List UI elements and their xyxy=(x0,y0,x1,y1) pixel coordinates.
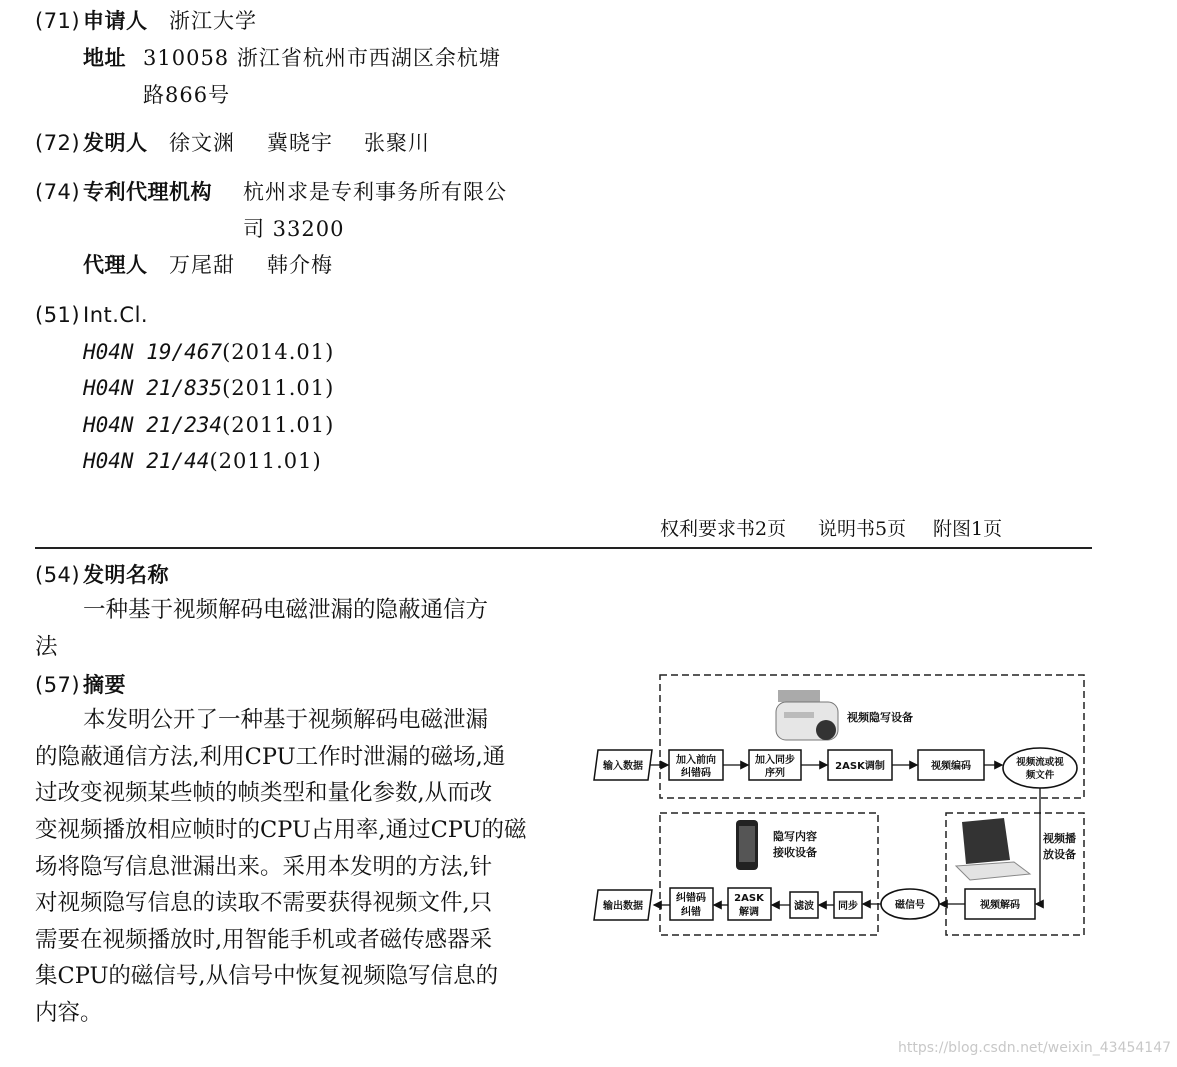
player-label-2: 放设备 xyxy=(1043,848,1076,861)
modulate-label: 2ASK调制 xyxy=(835,761,885,772)
intcl-class: H04N 21/835 xyxy=(83,376,223,400)
title-line1: 一种基于视频解码电磁泄漏的隐蔽通信方 xyxy=(83,597,489,623)
agent-label: 代理人 xyxy=(83,253,148,277)
abstract-code: (57) xyxy=(35,673,81,697)
page-count-claims: 权利要求书2页 xyxy=(660,518,787,540)
abstract-line: 需要在视频播放时,用智能手机或者磁传感器采 xyxy=(35,927,493,953)
intcl-entry xyxy=(83,339,334,366)
abstract-figure xyxy=(590,668,1090,940)
intcl-version: (2011.01) xyxy=(222,376,335,400)
abstract-line: 场将隐写信息泄漏出来。采用本发明的方法,针 xyxy=(35,854,493,880)
stream-label-2: 频文件 xyxy=(1025,770,1055,781)
agency-code: (74) xyxy=(35,180,81,204)
phone-icon xyxy=(736,820,758,870)
title-code: (54) xyxy=(35,563,81,587)
applicant-code: (71) xyxy=(35,9,81,33)
fec-label-2: 纠错码 xyxy=(681,768,711,779)
title-line2: 法 xyxy=(35,634,58,660)
laptop-icon xyxy=(956,818,1030,880)
mag-signal-label: 磁信号 xyxy=(895,900,925,911)
stego-device-label: 视频隐写设备 xyxy=(847,711,913,724)
intcl-code: (51) xyxy=(35,303,81,327)
stream-label-1: 视频流或视 xyxy=(1016,757,1064,768)
sync-seq-label-2: 序列 xyxy=(765,768,785,779)
inventors-label: 发明人 xyxy=(83,131,148,155)
inventor-name: 张聚川 xyxy=(364,131,430,155)
abstract-line: 对视频隐写信息的读取不需要获得视频文件,只 xyxy=(35,890,493,916)
encode-label: 视频编码 xyxy=(931,761,971,772)
applicant-name: 浙江大学 xyxy=(169,9,257,33)
watermark: https://blog.csdn.net/weixin_43454147 xyxy=(898,1040,1172,1056)
title-label: 发明名称 xyxy=(83,563,169,587)
agency-line1: 杭州求是专利事务所有限公 xyxy=(243,180,507,204)
player-label-1: 视频播 xyxy=(1043,832,1076,845)
intcl-label: Int.Cl. xyxy=(83,303,149,327)
abstract-line: 内容。 xyxy=(35,1000,103,1026)
agency-line2: 司 33200 xyxy=(243,217,345,241)
decode-label: 视频解码 xyxy=(980,900,1020,911)
demod-label-2: 解调 xyxy=(739,907,759,918)
inventors-code: (72) xyxy=(35,131,81,155)
intcl-entry xyxy=(83,412,334,439)
address-line2: 路866号 xyxy=(143,83,231,107)
abstract-line: 本发明公开了一种基于视频解码电磁泄漏 xyxy=(83,707,489,733)
camera-icon xyxy=(776,690,838,740)
filter-label: 滤波 xyxy=(794,901,814,912)
page-count-drawings: 附图1页 xyxy=(933,518,1003,540)
abstract-line: 的隐蔽通信方法,利用CPU工作时泄漏的磁场,通 xyxy=(35,744,506,770)
correct-label-2: 纠错 xyxy=(681,907,701,918)
agent-name: 万尾甜 xyxy=(169,253,235,277)
abstract-line: 过改变视频某些帧的帧类型和量化参数,从而改 xyxy=(35,780,493,806)
output-data-label: 输出数据 xyxy=(603,901,643,912)
intcl-entry xyxy=(83,448,322,475)
intcl-entry xyxy=(83,375,334,402)
intcl-class: H04N 21/44 xyxy=(83,449,210,473)
abstract-line: 集CPU的磁信号,从信号中恢复视频隐写信息的 xyxy=(35,963,499,989)
input-data-label: 输入数据 xyxy=(603,761,643,772)
stream-node xyxy=(1003,748,1077,788)
receiver-label-2: 接收设备 xyxy=(773,846,817,859)
correct-label-1: 纠错码 xyxy=(676,893,706,904)
receiver-label-1: 隐写内容 xyxy=(773,830,817,843)
intcl-class: H04N 21/234 xyxy=(83,413,223,437)
intcl-class: H04N 19/467 xyxy=(83,340,223,364)
address-label: 地址 xyxy=(83,46,126,70)
sync-label: 同步 xyxy=(838,901,858,912)
agent-name: 韩介梅 xyxy=(267,253,333,277)
section-divider xyxy=(35,547,1092,549)
intcl-version: (2011.01) xyxy=(222,413,335,437)
agency-label: 专利代理机构 xyxy=(83,180,212,204)
abstract-label: 摘要 xyxy=(83,673,126,697)
intcl-version: (2014.01) xyxy=(222,340,335,364)
fec-label-1: 加入前向 xyxy=(676,755,716,766)
abstract-line: 变视频播放相应帧时的CPU占用率,通过CPU的磁 xyxy=(35,817,527,843)
address-line1: 310058 浙江省杭州市西湖区余杭塘 xyxy=(143,46,501,70)
applicant-label: 申请人 xyxy=(83,9,148,33)
demod-label-1: 2ASK xyxy=(734,893,764,904)
sync-seq-label-1: 加入同步 xyxy=(755,755,795,766)
inventor-name: 冀晓宇 xyxy=(267,131,333,155)
intcl-version: (2011.01) xyxy=(209,449,322,473)
page-count-description: 说明书5页 xyxy=(818,518,907,540)
inventor-name: 徐文渊 xyxy=(169,131,235,155)
